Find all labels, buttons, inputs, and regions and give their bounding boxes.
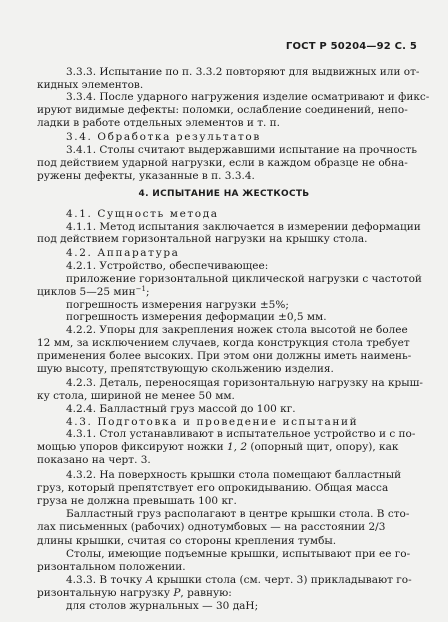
italic-ref: Р (173, 586, 181, 599)
text-line: 4.1.1. Метод испытания заключается в измерении деформации (66, 221, 421, 234)
text-line: ризонтальном положении. (37, 560, 186, 573)
text-line: применения более высоких. При этом они должны иметь наимень- (37, 350, 412, 363)
text-line: приложение горизонтальной циклической нагрузки с частотой (66, 272, 422, 285)
subsection-heading: 4.1. Сущность метода (66, 208, 219, 221)
subsection-heading: 3.4. Обработка результатов (66, 130, 261, 143)
text-line: 4.2.2. Упоры для закрепления ножек стола высотой не более (66, 324, 408, 337)
text-line: 12 мм, за исключением случаев, когда конструкция стола требует (37, 337, 410, 350)
text-line: ружены дефекты, указанные в п. 3.3.4. (37, 169, 255, 182)
text-line: Балластный груз располагают в центре крышки стола. В сто- (66, 508, 410, 521)
text-line: Столы, имеющие подъемные крышки, испытывают при ее го- (66, 547, 411, 560)
text-line: погрешность измерения нагрузки ±5%; (66, 298, 289, 311)
text-line: груза не должна превышать 100 кг. (37, 495, 237, 508)
text-fragment: 4.3.3. В точку (66, 573, 146, 586)
text-fragment: мощью упоров фиксируют ножки (37, 441, 227, 453)
text-line: под действием горизонтальной нагрузки на крышку стола. (37, 233, 368, 246)
subsection-heading: 4.2. Аппаратура (66, 246, 180, 259)
text-fragment: ризонтальную нагрузку (37, 586, 174, 599)
text-line: для столов журнальных — 30 даН; (66, 600, 259, 612)
text-line: груз, который препятствует его опрокидыванию. Общая масса (37, 482, 389, 495)
text-line: ладки в работе отдельных элементов и т. п. (37, 117, 281, 130)
text-line: кидных элементов. (37, 79, 144, 92)
text-line (66, 574, 412, 586)
text-line: 4.2.4. Балластный груз массой до 100 кг. (66, 402, 296, 415)
text-fragment: (опорный щит, опору), как (247, 441, 399, 453)
text-line: 3.3.3. Испытание по п. 3.3.2 повторяют для выдвижных или от- (66, 66, 420, 78)
section-title: 4. ИСПЫТАНИЕ НА ЖЕСТКОСТЬ (138, 188, 310, 199)
text-line: 4.3.2. На поверхность крышки стола помещают балластный (66, 469, 402, 482)
text-line (37, 587, 232, 599)
text-line: шую высоту, препятствующую скольжению изделия. (37, 363, 334, 376)
subsection-heading: 4.3. Подготовка и проведение испытаний (66, 415, 359, 428)
italic-ref: 1, 2 (226, 441, 248, 453)
text-fragment: циклов 5—25 мин (37, 285, 136, 298)
text-fragment: крышки стола (см. черт. 3) прикладывают го- (153, 573, 412, 586)
text-line: лах письменных (рабочих) однотумбовых — на расстоянии 2/3 (37, 521, 386, 534)
text-line (37, 286, 149, 298)
text-line: ируют видимые дефекты: поломки, ослабление соединений, непо- (37, 104, 408, 117)
text-line: ку стола, шириной не менее 50 мм. (37, 389, 235, 402)
text-line: погрешность измерения деформации ±0,5 мм. (66, 311, 327, 323)
text-line: 4.3.1. Стол устанавливают в испытательное устройство и с по- (66, 427, 416, 440)
text-line: длины крышки, считая со стороны крепления тумбы. (37, 534, 337, 547)
text-line: 4.2.3. Деталь, переносящая горизонтальную нагрузку на крыш- (66, 376, 423, 389)
page-header: ГОСТ Р 50204—92 С. 5 (285, 41, 417, 52)
text-fragment: , равную: (180, 586, 232, 599)
text-line: 3.3.4. После ударного нагружения изделие осматривают и фикс- (66, 91, 430, 104)
italic-ref: А (145, 573, 154, 586)
text-line: под действием ударной нагрузки, если в каждом образце не обна- (37, 156, 408, 169)
text-line (37, 441, 398, 453)
text-line: 3.4.1. Столы считают выдержавшими испытание на прочность (66, 143, 418, 156)
superscript: −1 (135, 284, 146, 293)
text-fragment: ; (145, 285, 150, 298)
text-line: показано на черт. 3. (37, 454, 151, 467)
text-line: 4.2.1. Устройство, обеспечивающее: (66, 259, 269, 272)
